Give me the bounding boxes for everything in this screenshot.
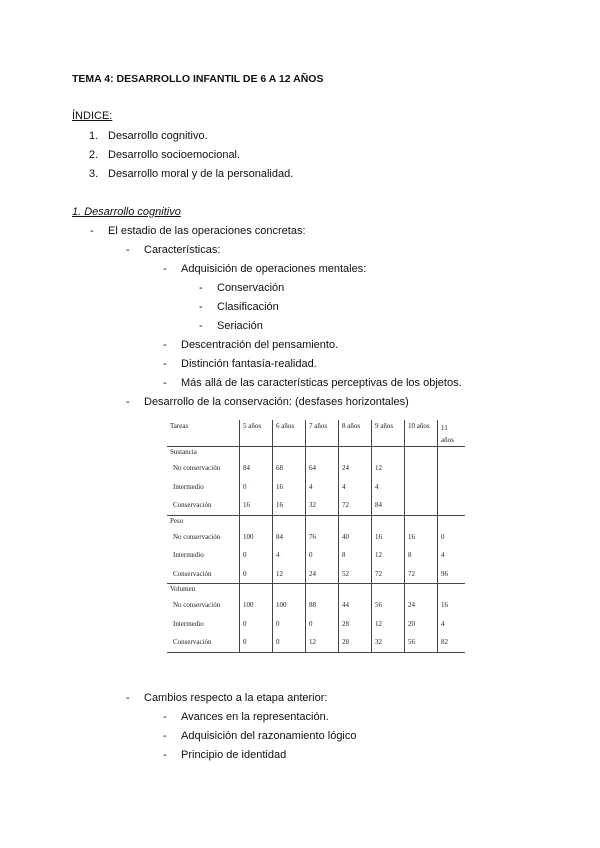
table-header-cell: 5 años bbox=[240, 420, 273, 447]
row-label: Intermedio bbox=[167, 546, 240, 565]
table-row bbox=[167, 565, 465, 584]
dash-bullet: - bbox=[199, 320, 203, 332]
group-label: Sustancia bbox=[167, 447, 240, 460]
table-cell: 0 bbox=[441, 532, 445, 541]
table-cell: 28 bbox=[339, 633, 372, 652]
row-label: Conservación bbox=[167, 633, 240, 652]
table-row bbox=[167, 528, 465, 547]
table-cell: 68 bbox=[273, 459, 306, 478]
bullet-text: Desarrollo de la conservación: (desfases horizontales) bbox=[144, 396, 409, 408]
dash-bullet: - bbox=[199, 301, 203, 313]
table-cell: 12 bbox=[306, 633, 339, 652]
table-cell: 72 bbox=[405, 565, 438, 584]
index-item: Desarrollo socioemocional. bbox=[108, 149, 241, 161]
table-cell bbox=[438, 459, 466, 478]
index-number: 2. bbox=[89, 149, 99, 161]
table-cell: 24 bbox=[339, 459, 372, 478]
table-cell bbox=[438, 478, 466, 497]
table-cell bbox=[438, 496, 466, 515]
table-header-cell: 11 años bbox=[438, 420, 466, 447]
table-group-row bbox=[167, 584, 465, 597]
bullet-text: Cambios respecto a la etapa anterior: bbox=[144, 692, 328, 704]
table-header-cell: 10 años bbox=[405, 420, 438, 447]
row-label: No conservación bbox=[167, 459, 240, 478]
table-cell: 0 bbox=[240, 478, 273, 497]
dash-bullet: - bbox=[163, 730, 167, 742]
dash-bullet: - bbox=[163, 749, 167, 761]
table-cell: 16 bbox=[372, 528, 405, 547]
conservation-table bbox=[167, 420, 465, 653]
index-item: Desarrollo moral y de la personalidad. bbox=[108, 168, 294, 180]
table-header-cell: 6 años bbox=[273, 420, 306, 447]
dash-bullet: - bbox=[163, 358, 167, 370]
table-cell: 72 bbox=[372, 565, 405, 584]
row-label: No conservación bbox=[167, 528, 240, 547]
bullet-text: Descentración del pensamiento. bbox=[181, 339, 339, 351]
bullet-text: Distinción fantasía-realidad. bbox=[181, 358, 317, 370]
table-cell: 4 bbox=[306, 478, 339, 497]
dash-bullet: - bbox=[126, 692, 130, 704]
index-heading: ÍNDICE: bbox=[72, 110, 113, 122]
table-header-cell: 8 años bbox=[339, 420, 372, 447]
table-row bbox=[167, 546, 465, 565]
table-cell: 24 bbox=[405, 596, 438, 615]
group-label: Volumen bbox=[167, 584, 240, 597]
bullet-text: Principio de identidad bbox=[181, 749, 287, 761]
table-cell: 4 bbox=[441, 551, 445, 560]
table-cell: 4 bbox=[372, 478, 405, 497]
table-cell: 28 bbox=[339, 615, 372, 634]
bullet-text: Adquisición de operaciones mentales: bbox=[181, 263, 367, 275]
table-cell: 16 bbox=[441, 601, 448, 610]
table-cell: 100 bbox=[273, 596, 306, 615]
table-cell: 16 bbox=[405, 528, 438, 547]
table-cell: 0 bbox=[240, 565, 273, 584]
table-cell: 8 bbox=[405, 546, 438, 565]
table-row bbox=[167, 478, 465, 497]
table-cell: 72 bbox=[339, 496, 372, 515]
table-row bbox=[167, 596, 465, 615]
table-cell: 44 bbox=[339, 596, 372, 615]
bullet-text: El estadio de las operaciones concretas: bbox=[108, 225, 306, 237]
table-group-row bbox=[167, 515, 465, 528]
table-cell bbox=[405, 459, 438, 478]
index-number: 1. bbox=[89, 130, 99, 142]
table-cell: 96 bbox=[438, 565, 466, 584]
dash-bullet: - bbox=[126, 396, 130, 408]
table-header-row bbox=[167, 420, 465, 447]
table-cell: 12 bbox=[273, 565, 306, 584]
bullet-text: Clasificación bbox=[217, 301, 279, 313]
table-cell: 16 bbox=[273, 496, 306, 515]
table-cell: 56 bbox=[372, 596, 405, 615]
table-cell: 20 bbox=[405, 615, 438, 634]
table-cell: 0 bbox=[273, 615, 306, 634]
table-cell: 0 bbox=[306, 615, 339, 634]
table-cell: 12 bbox=[372, 459, 405, 478]
table-cell: 82 bbox=[438, 633, 466, 652]
table-cell: 24 bbox=[306, 565, 339, 584]
table-header-cell: 7 años bbox=[306, 420, 339, 447]
table-row bbox=[167, 615, 465, 634]
dash-bullet: - bbox=[163, 711, 167, 723]
row-label: Intermedio bbox=[167, 615, 240, 634]
table-group-row bbox=[167, 447, 465, 460]
index-number: 3. bbox=[89, 168, 99, 180]
table-cell: 0 bbox=[306, 546, 339, 565]
table-cell: 32 bbox=[372, 633, 405, 652]
bullet-text: Conservación bbox=[217, 282, 285, 294]
table-cell: 0 bbox=[240, 615, 273, 634]
table-cell: 76 bbox=[306, 528, 339, 547]
table-header-cell: Tareas bbox=[167, 420, 240, 447]
table-cell: 16 bbox=[273, 478, 306, 497]
bullet-text: Adquisición del razonamiento lógico bbox=[181, 730, 357, 742]
dash-bullet: - bbox=[90, 225, 94, 237]
table-cell: 4 bbox=[441, 619, 445, 628]
dash-bullet: - bbox=[163, 377, 167, 389]
table-cell: 0 bbox=[240, 633, 273, 652]
section-heading: 1. Desarrollo cognitivo bbox=[72, 206, 181, 218]
table-cell: 52 bbox=[339, 565, 372, 584]
table-cell: 64 bbox=[306, 459, 339, 478]
table-cell: 4 bbox=[339, 478, 372, 497]
group-label: Peso bbox=[167, 515, 240, 528]
table-cell: 16 bbox=[240, 496, 273, 515]
dash-bullet: - bbox=[163, 263, 167, 275]
table-row bbox=[167, 459, 465, 478]
table-cell: 12 bbox=[372, 546, 405, 565]
table-cell bbox=[405, 496, 438, 515]
table-cell: 88 bbox=[306, 596, 339, 615]
table-row bbox=[167, 496, 465, 515]
dash-bullet: - bbox=[126, 244, 130, 256]
dash-bullet: - bbox=[199, 282, 203, 294]
bullet-text: Características: bbox=[144, 244, 221, 256]
table-cell: 32 bbox=[306, 496, 339, 515]
table-cell: 100 bbox=[240, 528, 273, 547]
row-label: Conservación bbox=[167, 565, 240, 584]
table-cell: 84 bbox=[273, 528, 306, 547]
table-row bbox=[167, 633, 465, 652]
table-cell: 40 bbox=[339, 528, 372, 547]
dash-bullet: - bbox=[163, 339, 167, 351]
table-cell: 100 bbox=[240, 596, 273, 615]
table-cell: 0 bbox=[240, 546, 273, 565]
table-cell: 84 bbox=[372, 496, 405, 515]
table-header-cell: 9 años bbox=[372, 420, 405, 447]
table-cell bbox=[405, 478, 438, 497]
bullet-text: Seriación bbox=[217, 320, 263, 332]
table-cell: 4 bbox=[273, 546, 306, 565]
bullet-text: Más allá de las características perceptivas de los objetos. bbox=[181, 377, 462, 389]
row-label: Conservación bbox=[167, 496, 240, 515]
table-cell: 84 bbox=[240, 459, 273, 478]
bullet-text: Avances en la representación. bbox=[181, 711, 329, 723]
index-item: Desarrollo cognitivo. bbox=[108, 130, 208, 142]
page-title: TEMA 4: DESARROLLO INFANTIL DE 6 A 12 AÑOS bbox=[72, 73, 324, 85]
row-label: No conservación bbox=[167, 596, 240, 615]
table-cell: 12 bbox=[372, 615, 405, 634]
row-label: Intermedio bbox=[167, 478, 240, 497]
table-cell: 8 bbox=[339, 546, 372, 565]
table-cell: 56 bbox=[405, 633, 438, 652]
table-cell: 0 bbox=[273, 633, 306, 652]
